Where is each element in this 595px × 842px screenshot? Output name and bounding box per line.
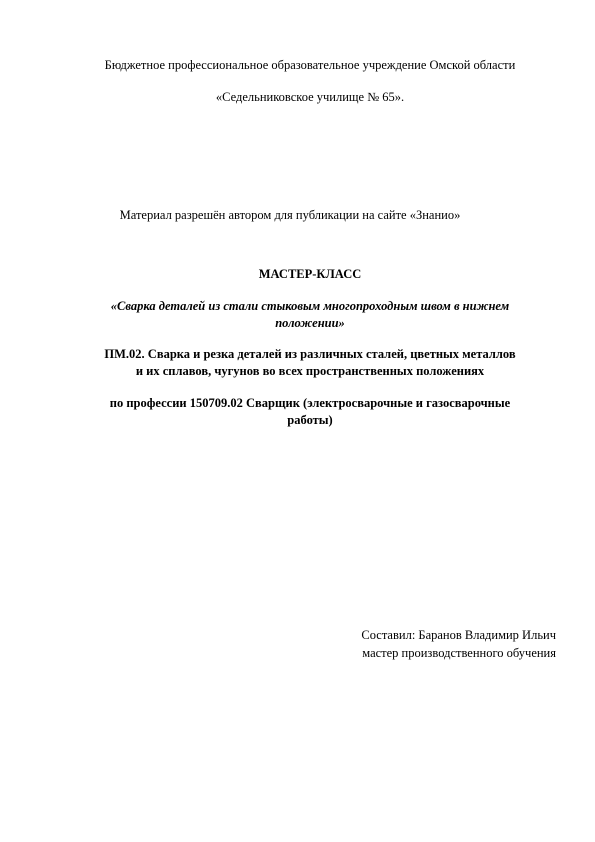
topic-line-2: положении» bbox=[275, 316, 345, 330]
profession-line-2: работы) bbox=[287, 413, 333, 427]
school-name: «Седельниковское училище № 65». bbox=[215, 90, 405, 104]
module-line-2: и их сплавов, чугунов во всех пространственных положениях bbox=[135, 364, 485, 378]
author-position: мастер производственного обучения bbox=[362, 646, 556, 660]
profession-line-1: по профессии 150709.02 Сварщик (электросварочные и газосварочные bbox=[109, 396, 511, 410]
compiled-by: Составил: Баранов Владимир Ильич bbox=[361, 628, 556, 642]
document-heading: МАСТЕР-КЛАСС bbox=[258, 267, 362, 281]
institution-name: Бюджетное профессиональное образовательное учреждение Омской области bbox=[104, 58, 516, 72]
permission-note: Материал разрешён автором для публикации на сайте «Знанио» bbox=[119, 208, 461, 222]
topic-line-1: «Сварка деталей из стали стыковым многопроходным швом в нижнем bbox=[110, 299, 510, 313]
module-line-1: ПМ.02. Сварка и резка деталей из различных сталей, цветных металлов bbox=[104, 347, 516, 361]
